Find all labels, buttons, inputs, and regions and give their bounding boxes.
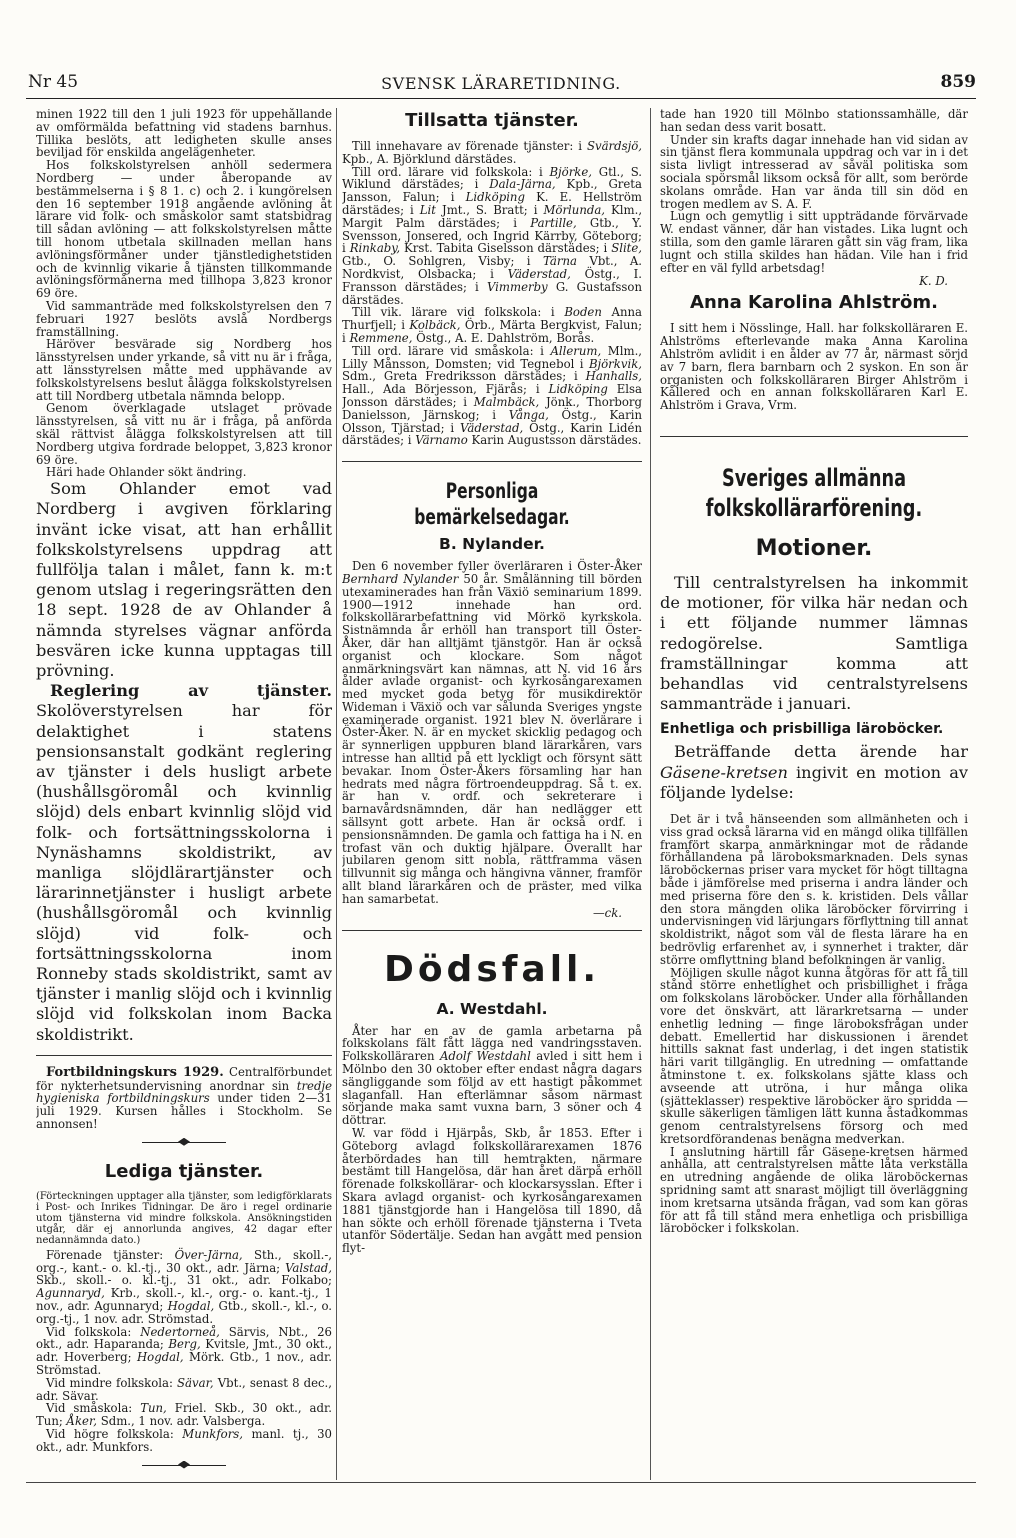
lediga-entry <box>36 1326 332 1377</box>
place-name: Åker, <box>66 1414 97 1429</box>
place-name: Malmbäck, <box>473 394 540 409</box>
entry-text: Östg., Karin Lidén därstädes; i <box>342 420 642 448</box>
entry-text: Gtb., Y. Svensson, Jonsered, och Ingrid Kärrby, Göteborg; i <box>342 215 642 256</box>
entry-text: Krb., skoll.-, kl.-, org.- o. kant.-tj., 1 nov., adr. Agunnaryd; <box>36 1286 332 1313</box>
ruling-paragraph: Som Ohlander emot vad Nordberg i avgiven förklaring invänt icke visat, att han erhållit folkskolstyrelsens uppdrag att fullfölja talan i målet, fann k. m:t genom utslag i regeringsrätten den 18 sept. 1928 de av Ohlander å nämnda styrelses vägnar anförda besvären icke kunna upptagas till prövning. <box>36 479 332 680</box>
place-name: Björkvik, <box>588 356 642 371</box>
entry-text: Kvitsle, Jmt., 30 okt., adr. Hoverberg; <box>36 1337 332 1365</box>
place-name: Lidköping <box>465 190 525 205</box>
place-name: Väderstad, <box>507 266 571 281</box>
reglering-text: Skolöverstyrelsen har för delaktighet i statens pensionsanstalt godkänt reglering av tjänster i dels husligt arbete (hushållsgöromål och kvinnlig slöjd) dels enbart kvinnlig slöjd vid folk- och fortsättningsskolorna i Nynäshamns skoldistrikt, av manliga slöjdlärartjänster och lärarinnetjänster i husligt arbete (hushållsgöromål och kvinnlig slöjd) vid folk- och fortsättningsskolorna inom Ronneby stads skoldistrikt, samt av tjänster i manlig slöjd och i kvinnlig slöjd vid folkskolan inom Backa skoldistrikt. <box>36 701 332 1044</box>
nordberg-paragraph: Vid sammanträde med folkskolstyrelsen den 7 februari 1927 beslöts avslå Nordbergs framställning. <box>36 298 332 339</box>
place-name: Hanhalls, <box>585 369 642 384</box>
entry-text: Östg., I. Fransson därstädes; i <box>342 266 642 294</box>
entry-text: Vid mindre folkskola: <box>46 1375 173 1390</box>
nordberg-paragraph: Häröver besvärade sig Nordberg hos länsstyrelsen under yrkande, så vitt nu är i fråga, att länsstyrelsen måtte med upphävande av folkskolstyrelsens beslut ålägga folkskolstyrelsen att till Nordberg utbetala nämnda belopp. <box>36 337 332 403</box>
page-number: 859 <box>940 72 976 92</box>
entry-text: Vid folkskola: <box>46 1324 132 1339</box>
place-name: Vånga, <box>508 407 549 422</box>
entry-text: Östg., Karin Olsson, Tjärstad; i <box>342 407 642 435</box>
entry-text: Förenade tjänster: <box>46 1247 164 1262</box>
organization-title-line: Sveriges allmänna <box>721 463 907 492</box>
tillsatta-entry <box>342 306 642 344</box>
place-name: Hogdal, <box>167 1298 215 1313</box>
westdahl-heading: A. Westdahl. <box>436 999 548 1018</box>
entry-text: Anna Thurfjell; i <box>342 305 642 333</box>
entry-text: Sth., skoll.-, org.-, kant.- o. kl.-tj., 30 okt., adr. Järna; <box>36 1247 332 1275</box>
entry-text: Mlm., Lilly Månsson, Domsten; vid Tegnebol i <box>342 343 642 371</box>
place-name: Boden <box>564 305 602 320</box>
entry-text: Till vik. lärare vid folkskola: i <box>352 305 555 320</box>
motion-text: I anslutning härtill får Gäsene-kretsen härmed anhålla, att centralstyrelsen måtte låta verkställa en utredning angående de olika läroböckernas spridning samt att snarast möjligt till överläggning inom kretsarna utsända frågan, vad som kan göras för att få till stånd mera enhetliga och prisbilliga läroböcker i folkskolan. <box>660 1144 968 1236</box>
fortbildning-label: Fortbildningskurs 1929. <box>46 1064 224 1080</box>
entry-text: Jmt., S. Bratt; i <box>442 202 538 217</box>
nylander-heading: B. Nylander. <box>439 535 545 554</box>
enhetliga-intro <box>660 742 968 803</box>
section-rule <box>36 1055 332 1056</box>
entry-text: Sdm., 1 nov. adr. Valsberga. <box>100 1414 266 1429</box>
section-rule <box>660 436 968 437</box>
circle-name: Gäsene-kretsen <box>660 762 788 782</box>
entry-text: Till ord. lärare vid folkskola: i <box>352 164 543 179</box>
entry-text: Vid småskola: <box>46 1401 133 1416</box>
westdahl-paragraph: W. var född i Hjärpås, Skb, år 1853. Efter i Göteborg avlagd folkskollärarexamen 1876 återbördades han till hemtrakten, närmare bestämt till Hangelösa, där han året därpå erhöll förenade folkskollärar- och klockarsysslan. Efter i Skara avlagd organist- och kyrkosångarexamen 1881 tjänstgjorde han i Hangelösa till 1890, då han sökte och erhöll förenade tjänsterna i Tveta utanför Södertälje. Sedan han avgått med pension flyt- <box>342 1126 642 1256</box>
place-name: Allerum, <box>550 343 602 358</box>
place-name: Över-Järna, <box>174 1247 243 1262</box>
entry-text: Sdm., Greta Fredriksson därstädes; i <box>342 369 578 384</box>
place-name: Tärna <box>543 254 577 269</box>
entry-text: Vbt., A. Nordkvist, Olsbacka; i <box>342 254 642 281</box>
westdahl-paragraph: Under sin krafts dagar innehade han vid sidan av sin tjänst flera kommunala uppdrag och var in i det sista livligt intresserad av såväl politiska som sociala spörsmål liksom också för allt, som berörde skolans område. Han var ända till sin död en trogen medlem av S. A. F. <box>660 132 968 211</box>
article-text: ingivit en motion av följande lydelse: <box>660 762 968 802</box>
organization-title-line: folkskollärarförening. <box>705 493 923 522</box>
reglering-label: Reglering av tjänster. <box>50 681 332 701</box>
ornament-divider <box>142 1460 226 1470</box>
westdahl-paragraph: Lugn och gemytlig i sitt uppträdande förvärvade W. endast vänner, där han vistades. Lika lugnt och stilla, som den gamle läraren gått sin väg fram, lika lugnt och stilla skildes han hädan. Vile han i frid efter en väl fylld arbetsdag! <box>660 209 968 275</box>
column-1 <box>36 108 332 1480</box>
entry-text: Friel. Skb., 30 okt., adr. Tun; <box>36 1401 332 1429</box>
place-name: Agunnaryd, <box>36 1286 105 1301</box>
motioner-intro: Till centralstyrelsen ha inkommit de motioner, för vilka här nedan och i ett följande nummer lämnas redogörelse. Samtliga framställningar komma att behandlas vid centralstyrelsens sammanträde i januari. <box>660 572 968 714</box>
tillsatta-entry <box>342 345 642 447</box>
entry-text: Gtb., O. Sohlgren, Visby; i <box>342 254 531 269</box>
nordberg-paragraph: Häri hade Ohlander sökt ändring. <box>46 465 247 480</box>
place-name: Valstad, <box>285 1260 332 1275</box>
place-name: Väderstad, <box>460 420 524 435</box>
entry-text: Östg., A. E. Dahlström, Borås. <box>416 330 595 345</box>
header-rule <box>26 98 976 99</box>
nordberg-paragraph: Hos folkskolstyrelsen anhöll sedermera Nordberg — under åberopande av bestämmelserna i § 8 1. c) och 2. i kungörelsen den 16 september 1918 angående avlöning åt lärare vid folk- och småskolor samt statsbidrag till sådan avlöning — att folkskolstyrelsen måtte till honom utbetala skillnaden mellan hans avlöningsförmåner under tjänstledighetstiden och de kvinnlig vikarie å tjänsten tillkommande avlöningsförmånerna med tillhopa 3,823 kronor 69 öre. <box>36 158 332 301</box>
entry-text: Karin Augustsson därstädes. <box>471 433 642 448</box>
entry-text: Till innehavare av förenade tjänster: i <box>352 139 583 153</box>
place-name: Lit <box>419 202 436 217</box>
column-rule-1 <box>336 108 337 1480</box>
entry-text: Särvis, Nbt., 26 okt., adr. Haparanda; <box>36 1324 332 1352</box>
entry-text: K. E. Hellström därstädes; i <box>342 190 642 217</box>
place-name: Hogdal, <box>136 1350 184 1365</box>
entry-text: Vid högre folkskola: <box>46 1426 174 1441</box>
entry-text: Mörk. Gtb., 1 nov., adr. Strömstad. <box>36 1350 332 1377</box>
article-text: 50 år. Smålänning till börden utexaminerades han från Växiö seminarium 1899. 1900—1912 innehade han ord. folkskollärarbefattning vid Mörkö kyrkskola. Sistnämnda år erhöll han transport till Öster-Åker, där han alltjämt tjänstgör. Han är också organist och klockare. Som något anmärkningsvärt kan nämnas, att N. vid 16 års ålder avlade organist- och kyrkosångarexamen med mycket goda betyg för musikdirektör Wideman i Växiö och var sålunda Sveriges yngste examinerade organist. 1921 blev N. överlärare i Öster-Åker. N. är en mycket skicklig pedagog och är synnerligen uppburen bland lärarkåren, vars intresse han alltid på ett lyckligt och försynt sätt bevakar. Inom Öster-Åkers församling har han hedrats med några förtroendeuppdrag. Så t. ex. är han v. ordf. och sekreterare i barnavårdsnämnden, där han nedlägger ett sällsynt gott arbete. Han är också ordf. i pensionsnämnden. De gamla och fattiga ha i N. en trofast vän och duktig hjälpare. Överallt har jubilaren genom sitt nobla, rättframma väsen tillvunnit sig många och hängivna vänner, framför allt bland lärarkåren och de präster, med vilka han samarbetat. <box>342 571 642 906</box>
entry-text: Skb., skoll.- o. kl.-tj., 31 okt., adr. Folkabo; <box>36 1273 332 1288</box>
tillsatta-entry <box>342 166 642 307</box>
section-rule <box>342 461 642 462</box>
entry-text: Elsa Jonsson därstädes; i <box>342 382 642 409</box>
entry-text: Klm., Margit Palm därstädes; i <box>342 202 642 230</box>
entry-text: Jönk., Thorborg Danielsson, Järnskog; i <box>342 394 642 422</box>
entry-text: Gtl., S. Wiklund därstädes; i <box>342 164 642 192</box>
place-name: Slite, <box>611 241 642 256</box>
westdahl-signature: K. D. <box>919 274 948 289</box>
place-name: Värnamo <box>415 433 468 448</box>
westdahl-paragraph <box>342 1025 642 1127</box>
motioner-heading: Motioner. <box>755 535 873 561</box>
enhetliga-heading: Enhetliga och prisbilliga läroböcker. <box>660 721 944 738</box>
place-name: Kolbäck, <box>409 318 461 333</box>
place-name: Lidköping <box>548 382 608 397</box>
place-name: Sävar, <box>177 1375 214 1390</box>
entry-text: Till ord. lärare vid småskola: i <box>352 343 544 358</box>
dodsfall-heading: Dödsfall. <box>383 948 601 990</box>
tillsatta-heading: Tillsatta tjänster. <box>405 110 579 131</box>
westdahl-paragraph: tade han 1920 till Mölnbo stationssamhälle, där han sedan dess varit bosatt. <box>660 108 968 134</box>
place-name: Munkfors, <box>182 1426 244 1441</box>
person-name: Bernhard Nylander <box>342 571 459 586</box>
article-text: avled i sitt hem i Mölnbo den 30 oktober efter endast några dagars sängliggande som följd av ett hastigt påkommet slaganfall. Han efterlämnar såsom närmast sörjande maka samt vuxna barn, 3 söner och 4 döttrar. <box>342 1049 642 1128</box>
fortbildning-text: under tiden 2—31 juli 1929. Kursen hålles i Stockholm. Se annonsen! <box>36 1091 332 1131</box>
fortbildning-text: Centralförbundet för nykterhetsundervisning anordnar sin <box>36 1064 332 1093</box>
motion-text: Det är i två hänseenden som allmänheten och i viss grad också lärarna vid en mängd olika tillfällen framfört skarpa anmärkningar mot de rådande förhållandena på läroboksmarknaden. Dels synas läroböckernas priser vara mycket för högt tilltagna både i jämförelse med priserna i andra länder och med priserna före den s. k. kristiden. Dels vållar den stora mängden olika läroböcker förvirring i undervisningen vid lärjungars förflyttning till annat skoldistrikt, något som väl de flesta lärare ha en bedrövlig erfarenhet av, i synnerhet i trakter, där större omflyttning bland befolkningen är vanlig. <box>660 811 968 967</box>
column-2 <box>342 108 642 1480</box>
footer-rule <box>26 1482 976 1483</box>
entry-text: Örb., Märta Bergkvist, Falun; i <box>342 318 642 345</box>
personliga-heading: Personliga bemärkelsedagar. <box>414 479 570 530</box>
fortbildning-notice <box>36 1066 332 1131</box>
ahlstrom-heading: Anna Karolina Ahlström. <box>690 292 938 314</box>
ahlstrom-paragraph: I sitt hem i Nösslinge, Hall. har folkskolläraren E. Ahlströms efterlevande maka Anna Karolina Ahlström avlidit i en ålder av 77 år, närmast sörjd av 7 barn, flera barnbarn och 2 syskon. En son är organisten och folkskolläraren Birger Ahlström i Kållered och en annan folkskolläraren Karl E. Ahlström i Grava, Vrm. <box>660 321 968 413</box>
entry-text: Gtb., skoll.-, kl.-, o. org.-tj., 1 nov. adr. Strömstad. <box>36 1298 332 1326</box>
nylander-paragraph <box>342 560 642 906</box>
nordberg-paragraph: Genom överklagade utslaget prövade länsstyrelsen, så vitt nu är i fråga, på anförda skäl rättvist ålägga folkskolstyrelsen att till Nordberg utgiva fordrade beloppet, 3,823 kronor 69 öre. <box>36 401 332 467</box>
issue-number: Nr 45 <box>28 72 79 92</box>
place-name: Remmene, <box>349 330 413 345</box>
place-name: Berg, <box>168 1337 201 1352</box>
column-3 <box>660 108 968 1480</box>
lediga-entry <box>36 1428 332 1454</box>
publication-title: SVENSK LÄRARETIDNING. <box>381 74 621 93</box>
entry-text: manl. tj., 30 okt., adr. Munkfors. <box>36 1426 332 1454</box>
column-rule-2 <box>650 108 651 1480</box>
nylander-signature: —ck. <box>592 905 622 920</box>
article-text: Den 6 november fyller överläraren i Öster-Åker <box>352 559 642 574</box>
lediga-heading: Lediga tjänster. <box>104 1160 264 1182</box>
reglering-paragraph <box>36 681 332 1045</box>
entry-text: Vbt., senast 8 dec., adr. Sävar. <box>36 1375 332 1403</box>
lediga-entry <box>36 1402 332 1428</box>
entry-text: G. Gustafsson därstädes. <box>342 279 642 307</box>
nordberg-paragraph: minen 1922 till den 1 juli 1923 för uppehållande av omförmälda befattning vid stadens barnhus. Tillika beslöts, att ledigheten skulle anses beviljad för enskilda angelägenheter. <box>36 108 332 160</box>
place-name: Vimmerby <box>486 279 548 294</box>
tillsatta-entry <box>342 140 642 166</box>
entry-text: Krst. Tabita Giselsson därstädes; i <box>404 241 608 256</box>
place-name: Nedertorneå, <box>140 1324 220 1339</box>
ornament-divider <box>142 1137 226 1147</box>
place-name: Tun, <box>140 1401 167 1416</box>
entry-text: Kpb., Greta Jansson, Falun; i <box>342 177 642 205</box>
section-rule <box>342 930 642 931</box>
page-header <box>26 72 976 100</box>
organization-heading <box>660 447 968 523</box>
article-text: Beträffande detta ärende har <box>674 742 968 762</box>
entry-text: Hall., Ada Börjesson, Fjärås; i <box>342 382 540 397</box>
place-name: Björke, <box>549 164 593 179</box>
place-name: Dala-Järna, <box>489 177 556 192</box>
place-name: Partille, <box>530 215 577 230</box>
place-name: Svärdsjö, <box>586 139 642 153</box>
lediga-entry <box>36 1377 332 1403</box>
entry-text: Kpb., A. Björklund därstädes. <box>342 151 517 166</box>
fortbildning-course: tredje hygieniska fortbildningskurs <box>36 1078 332 1106</box>
lediga-note: (Förteckningen upptager alla tjänster, som ledigförklarats i Post- och Inrikes Tidningar. De äro i regel ordinarie utom tjänsterna vid mindre folkskola. Ansökningstiden utgår, där ej annorlunda angives, 42 dagar efter nedannämnda dato.) <box>36 1190 332 1246</box>
place-name: Mörlunda, <box>543 202 606 217</box>
place-name: Rinkaby, <box>349 241 401 256</box>
lediga-entry <box>36 1249 332 1326</box>
motion-text: Möjligen skulle något kunna åtgöras för att få till stånd större enhetlighet och prisbillighet i fråga om folkskolans läroböcker. Under alla förhållanden vore det önskvärt, att lärarkretsarna — under enhetlig ledning — finge läroboksfrågan under debatt. Emellertid har diskussionen i ärendet hittills saknat fast underlag, i det ingen statistik häri varit tillgänglig. En utredning — omfattande åtminstone t. ex. folkskolans sjätte klass och avseende att utröna, i hur många olika (sjätteklasser) respektive läroböcker äro spridda — skulle säkerligen tämligen lätt kunna åstadkommas genom centralstyrelsens försorg och med kretsordförandenas benägna medverkan. <box>660 965 968 1146</box>
article-text: Åter har en av de gamla arbetarna på folkskolans fält fått lägga ned vandringsstaven. Folkskolläraren <box>342 1023 642 1064</box>
person-name: Adolf Westdahl <box>439 1049 531 1064</box>
